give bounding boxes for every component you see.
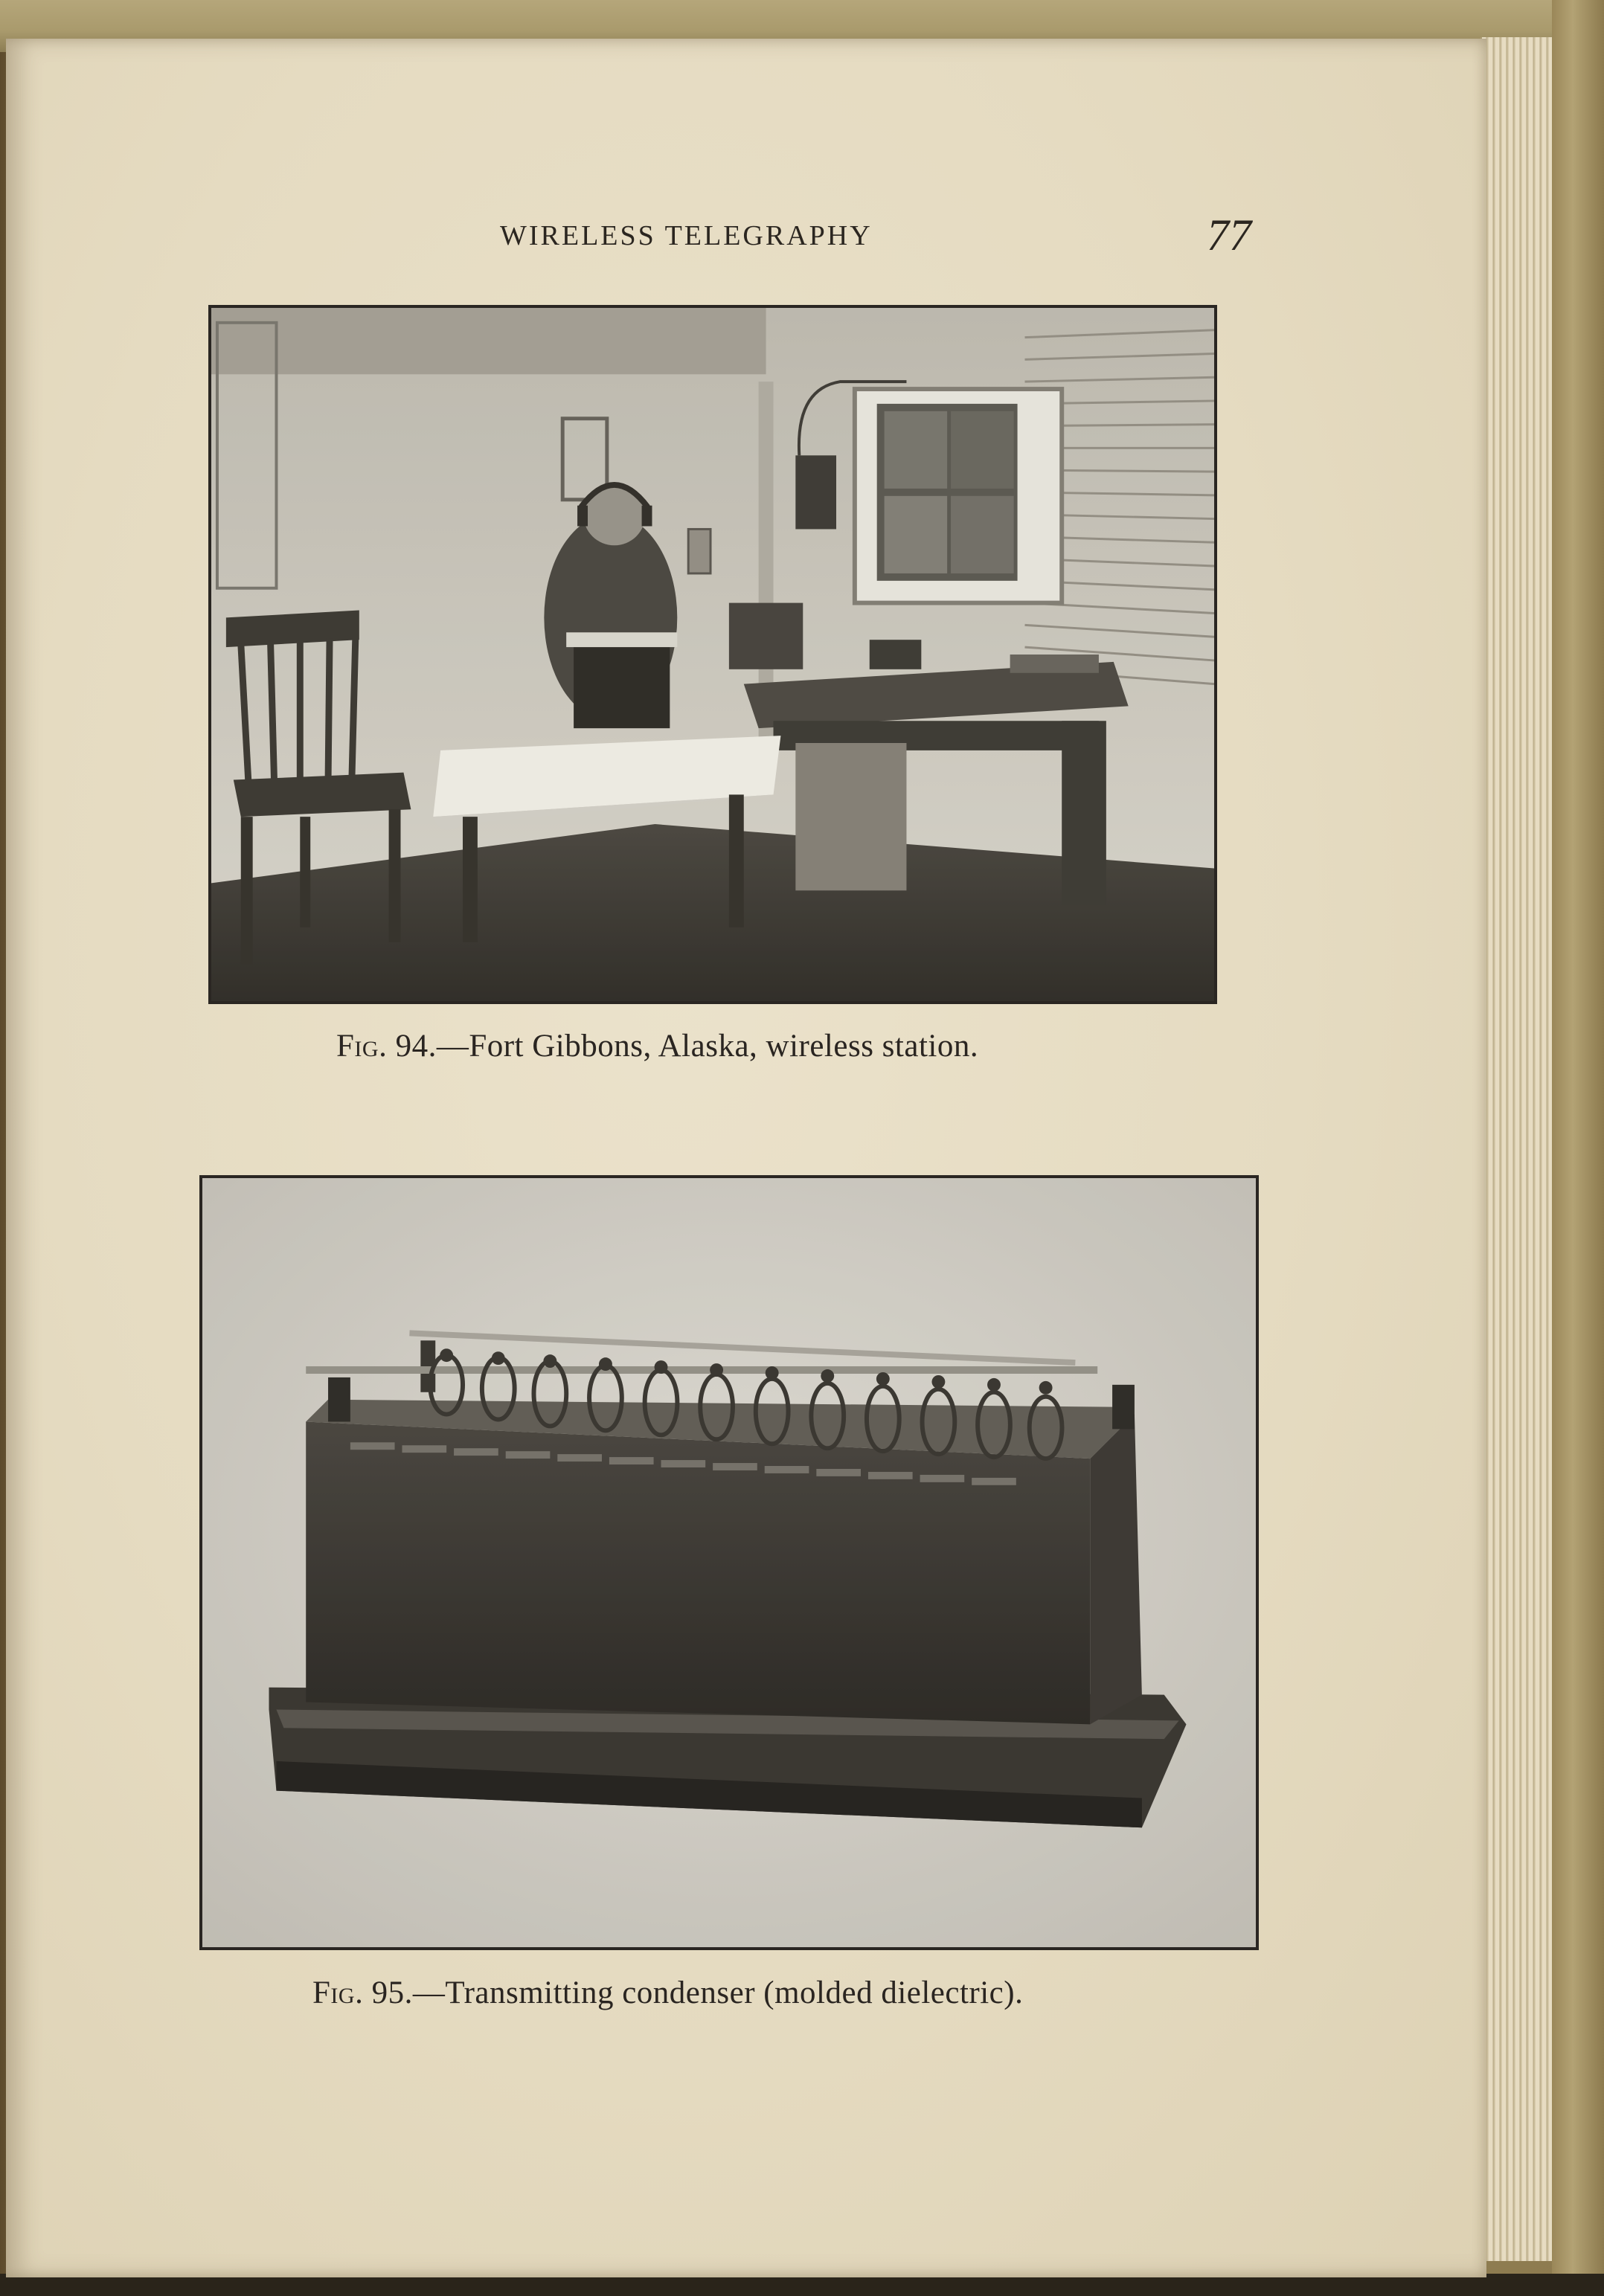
figure-94-caption [336,1028,978,1064]
figure-94-photo [208,305,1217,1004]
figure-95-caption [312,1975,1023,2011]
figure-94-label: Fig. 94. [336,1029,437,1064]
wireless-station-photo [211,308,1214,1001]
book-cover-right-edge [1552,0,1604,2296]
page-number: 77 [1207,210,1251,260]
figure-94-caption-text: —Fort Gibbons, Alaska, wireless station. [436,1029,979,1064]
transmitting-condenser-photo [202,1178,1256,1947]
figure-95-caption-text: —Transmitting condenser (molded dielectric). [412,1975,1024,2010]
running-head: WIRELESS TELEGRAPHY [500,220,873,251]
figure-95-label: Fig. 95. [312,1975,413,2010]
figure-95-photo [199,1175,1259,1950]
page-edges [1481,37,1555,2261]
